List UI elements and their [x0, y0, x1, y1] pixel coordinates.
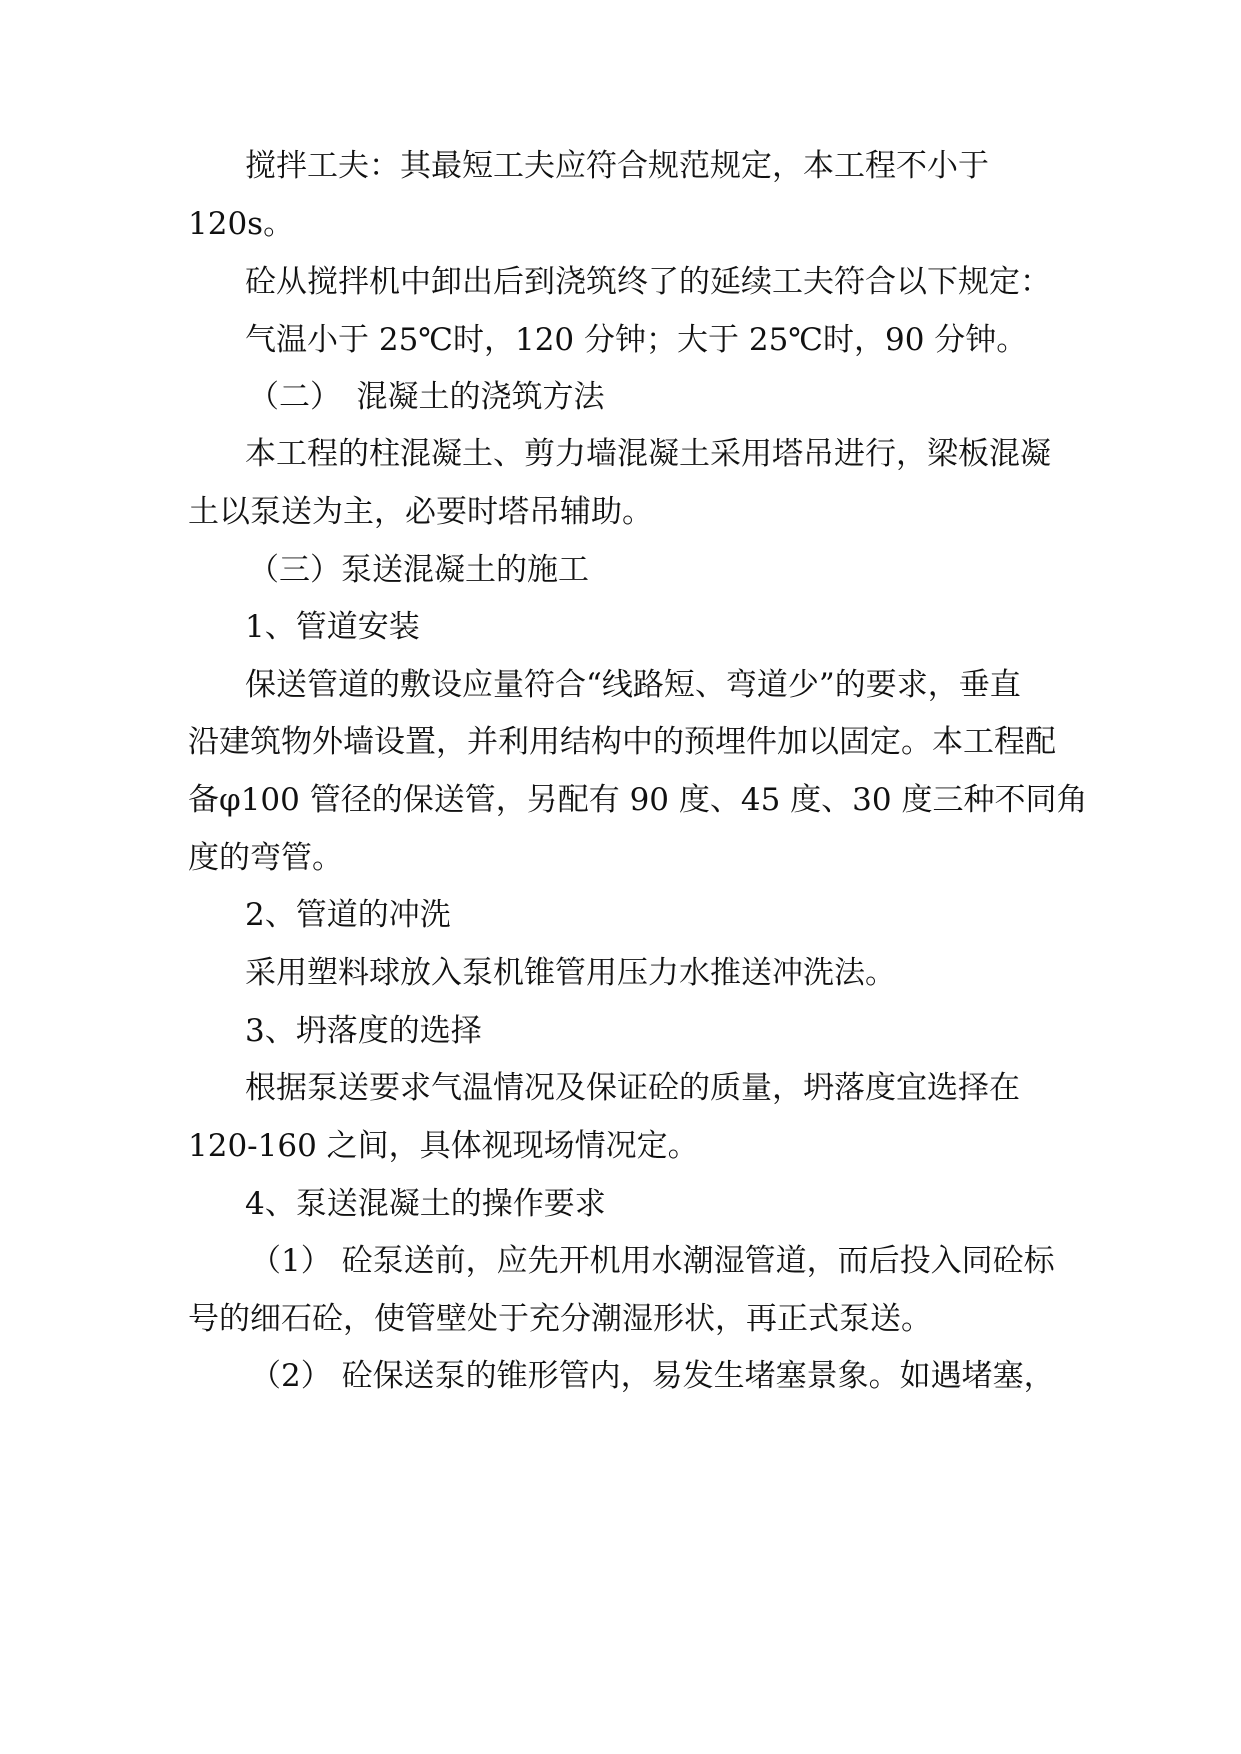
text-line: （1） 砼泵送前，应先开机用水潮湿管道，而后投入同砼标 [250, 1243, 1055, 1279]
text-line: 保送管道的敷设应量符合“线路短、弯道少”的要求，垂直 [245, 667, 1021, 703]
text-line: 采用塑料球放入泵机锥管用压力水推送冲洗法。 [245, 955, 896, 991]
text-line: 土以泵送为主，必要时塔吊辅助。 [188, 494, 653, 530]
text-line: 120s。 [188, 206, 295, 242]
text-line: 砼从搅拌机中卸出后到浇筑终了的延续工夫符合以下规定： [245, 264, 1051, 300]
subsection-heading: 1、管道安装 [245, 609, 420, 645]
text-line: 根据泵送要求气温情况及保证砼的质量，坍落度宜选择在 [245, 1070, 1020, 1106]
text-line: 号的细石砼，使管壁处于充分潮湿形状，再正式泵送。 [188, 1301, 932, 1337]
text-line: 度的弯管。 [188, 840, 343, 876]
section-heading: （二） 混凝土的浇筑方法 [248, 379, 605, 415]
subsection-heading: 3、坍落度的选择 [245, 1013, 482, 1049]
text-line: 备φ100 管径的保送管，另配有 90 度、45 度、30 度三种不同角 [188, 782, 1088, 818]
text-line: 搅拌工夫：其最短工夫应符合规范规定，本工程不小于 [245, 148, 989, 184]
text-line: 沿建筑物外墙设置，并利用结构中的预埋件加以固定。本工程配 [188, 724, 1056, 760]
text-line: 本工程的柱混凝土、剪力墙混凝土采用塔吊进行，梁板混凝 [245, 436, 1051, 472]
text-line: 120-160 之间，具体视现场情况定。 [188, 1128, 699, 1164]
subsection-heading: 4、泵送混凝土的操作要求 [245, 1186, 606, 1222]
subsection-heading: 2、管道的冲洗 [245, 897, 451, 933]
text-line: 气温小于 25℃时，120 分钟；大于 25℃时，90 分钟。 [245, 322, 1028, 358]
text-line: （2） 砼保送泵的锥形管内，易发生堵塞景象。如遇堵塞， [250, 1358, 1055, 1394]
section-heading: （三）泵送混凝土的施工 [248, 552, 589, 588]
